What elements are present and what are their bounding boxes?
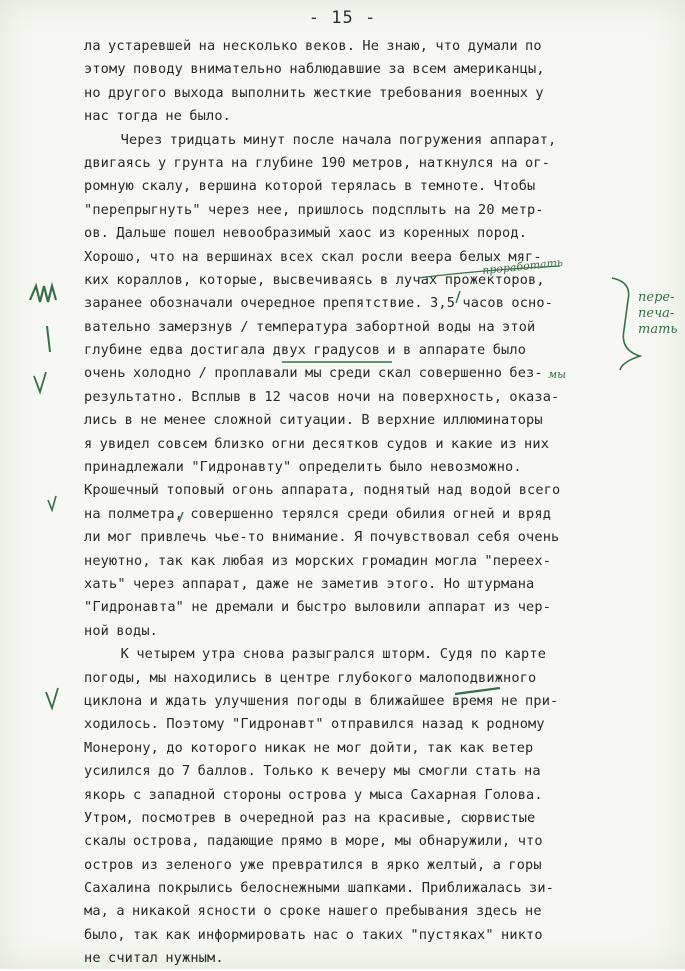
text-line: лись в не менее сложной ситуации. В верхние иллюминаторы (84, 412, 543, 429)
margin-scribble-mark (30, 286, 56, 302)
text-line: остров из зеленого уже превратился в ярко желтый, а горы (84, 856, 542, 873)
text-line: Монерону, до которого никак не мог дойти, так как ветер (84, 739, 534, 756)
text-line: ходилось. Поэтому "Гидронавт" отправился назад к родному (84, 716, 545, 733)
text-line: было, так как информировать нас о таких "пустяках" никто (84, 926, 543, 943)
margin-note-reprint: пере- печа- тать (638, 290, 678, 337)
text-line: этому поводу внимательно наблюдавшие за всем американцы, (84, 61, 545, 78)
text-line: Хорошо, что на вершинах всех скал росли веера белых мяг- (84, 248, 542, 265)
text-line: неуютно, так как любая из морских громадин могла "переех- (84, 552, 552, 569)
page-number: - 15 - (308, 8, 377, 28)
text-line: усилился до 7 баллов. Только к вечеру мы смогли стать на (84, 763, 541, 780)
text-line: на полметра, совершенно терялся среди обилия огней и вряд (84, 505, 552, 522)
text-line: ма, а никакой ясности о сроке нашего пребывания здесь не (84, 903, 542, 920)
text-line: ов. Дальше пошел невообразимый хаос из коренных пород. (84, 225, 528, 242)
text-line: Через тридцать минут после начала погружения аппарат, (84, 131, 557, 148)
typed-text-block (84, 35, 624, 971)
margin-check-mark (46, 688, 58, 708)
text-line: "перепрыгнуть" через нее, пришлось подсплыть на 20 метр- (84, 201, 544, 218)
text-line: ли мог привлечь чье-то внимание. Я почувствовал себя очень (84, 529, 560, 546)
insert-above-note-1: проработать (481, 255, 564, 278)
text-line: заранее обозначали очередное препятствие. 3,5 часов осно- (84, 295, 554, 312)
margin-check-mark (34, 372, 46, 392)
text-line: глубине едва достигала двух градусов и в аппарате было (84, 342, 527, 359)
text-line: циклона и ждать улучшения погоды в ближайшее время не при- (84, 692, 559, 709)
text-line: очень холодно / проплавали мы среди скал совершенно без- (84, 365, 543, 382)
text-line: погоды, мы находились в центре глубокого малоподвижного (84, 669, 537, 686)
text-line: двигаясь у грунта на глубине 190 метров, наткнулся на ог- (84, 154, 551, 171)
text-line: Сахалина покрылись белоснежными шапками. Приближалась зи- (84, 880, 555, 897)
text-line: ла устаревшей на несколько веков. Не знаю, что думали по (84, 38, 542, 54)
text-line: принадлежали "Гидронавту" определить было невозможно. (84, 459, 522, 476)
text-line: вательно замерзнув / температура забортной воды на этой (84, 318, 536, 335)
text-line: ромную скалу, вершина которой терялась в темноте. Чтобы (84, 178, 536, 195)
margin-vertical-mark (47, 326, 50, 352)
text-line: я увидел совсем близко огни десятков судов и какие из них (84, 435, 550, 452)
text-line: но другого выхода выполнить жесткие требования военных у (84, 84, 544, 101)
text-line: не считал нужным. (84, 950, 224, 967)
text-line: ких кораллов, которые, высвечиваясь в лучах прожекторов, (84, 271, 545, 288)
text-line: якорь с западной стороны острова у мыса Сахарная Голова. (84, 786, 543, 803)
text-line: Крошечный топовый огонь аппарата, поднятый над водой всего (84, 482, 561, 499)
text-line: "Гидронавта" не дремали и быстро выловили аппарат из чер- (84, 599, 552, 616)
text-line: хать" через аппарат, даже не заметив этого. Но штурмана (84, 575, 535, 592)
text-line: результатно. Всплыв в 12 часов ночи на поверхность, оказа- (84, 388, 560, 405)
margin-check-mark (48, 496, 56, 510)
text-line: скалы острова, падающие прямо в море, мы обнаружили, что (84, 833, 543, 850)
text-line: ной воды. (84, 622, 159, 639)
insert-above-note-2: мы (548, 368, 567, 381)
text-line: нас тогда не было. (84, 108, 232, 125)
text-line: К четырем утра снова разыгрался шторм. Судя по карте (84, 646, 547, 663)
text-line: Утром, посмотрев в очередной раз на красивые, сюрвистые (84, 809, 536, 826)
